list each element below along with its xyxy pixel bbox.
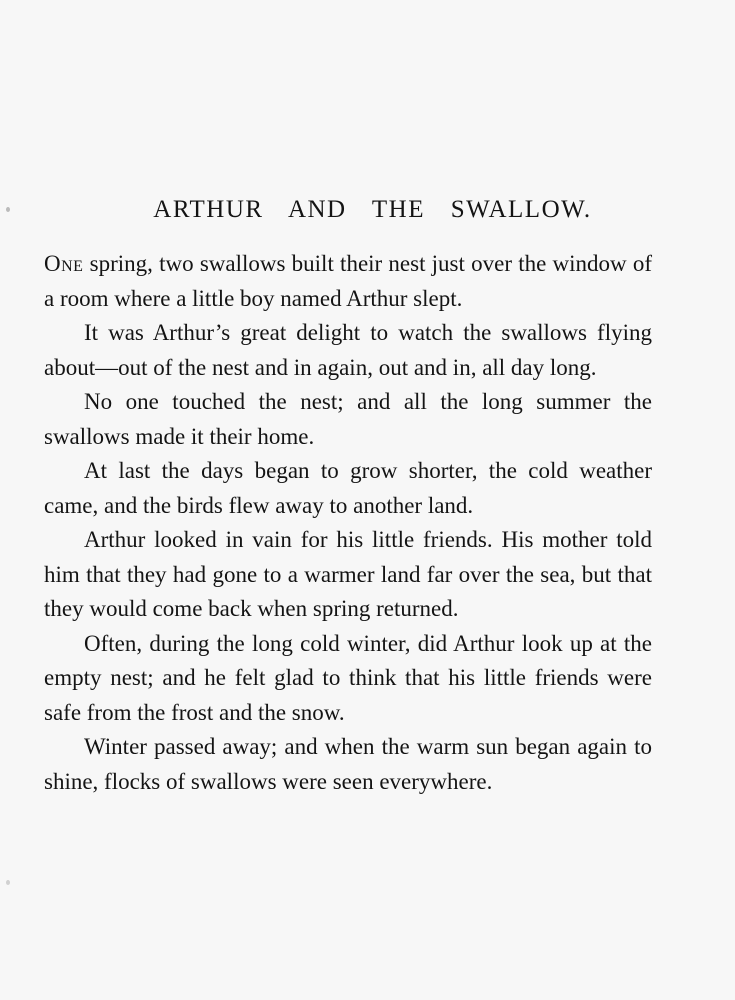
paragraph-1 bbox=[44, 247, 652, 316]
paragraph-3: No one touched the nest; and all the long summer the swallows made it their home. bbox=[44, 389, 652, 449]
paragraph-5: Arthur looked in vain for his little friends. His mother told him that they had gone to a warmer land far over the sea, but that they would come back when spring returned. bbox=[44, 527, 652, 621]
story-title: ARTHUR AND THE SWALLOW. bbox=[153, 196, 592, 223]
opening-word: One bbox=[44, 251, 84, 276]
paper-speck bbox=[6, 880, 10, 885]
paragraph-2: It was Arthur’s great delight to watch the swallows flying about—out of the nest and in again, out and in, all day long. bbox=[44, 320, 652, 380]
paragraph-6: Often, during the long cold winter, did Arthur look up at the empty nest; and he felt glad to think that his little friends were safe from the frost and the snow. bbox=[44, 630, 652, 725]
story-body bbox=[44, 247, 652, 799]
paragraph-7: Winter passed away; and when the warm sun began again to shine, flocks of swallows were seen everywhere. bbox=[44, 734, 652, 794]
paragraph-4: At last the days began to grow shorter, the cold weather came, and the birds flew away to another land. bbox=[44, 458, 652, 518]
paragraph-text: spring, two swallows built their nest just over the window of a room where a little boy named Arthur slept. bbox=[44, 251, 652, 311]
